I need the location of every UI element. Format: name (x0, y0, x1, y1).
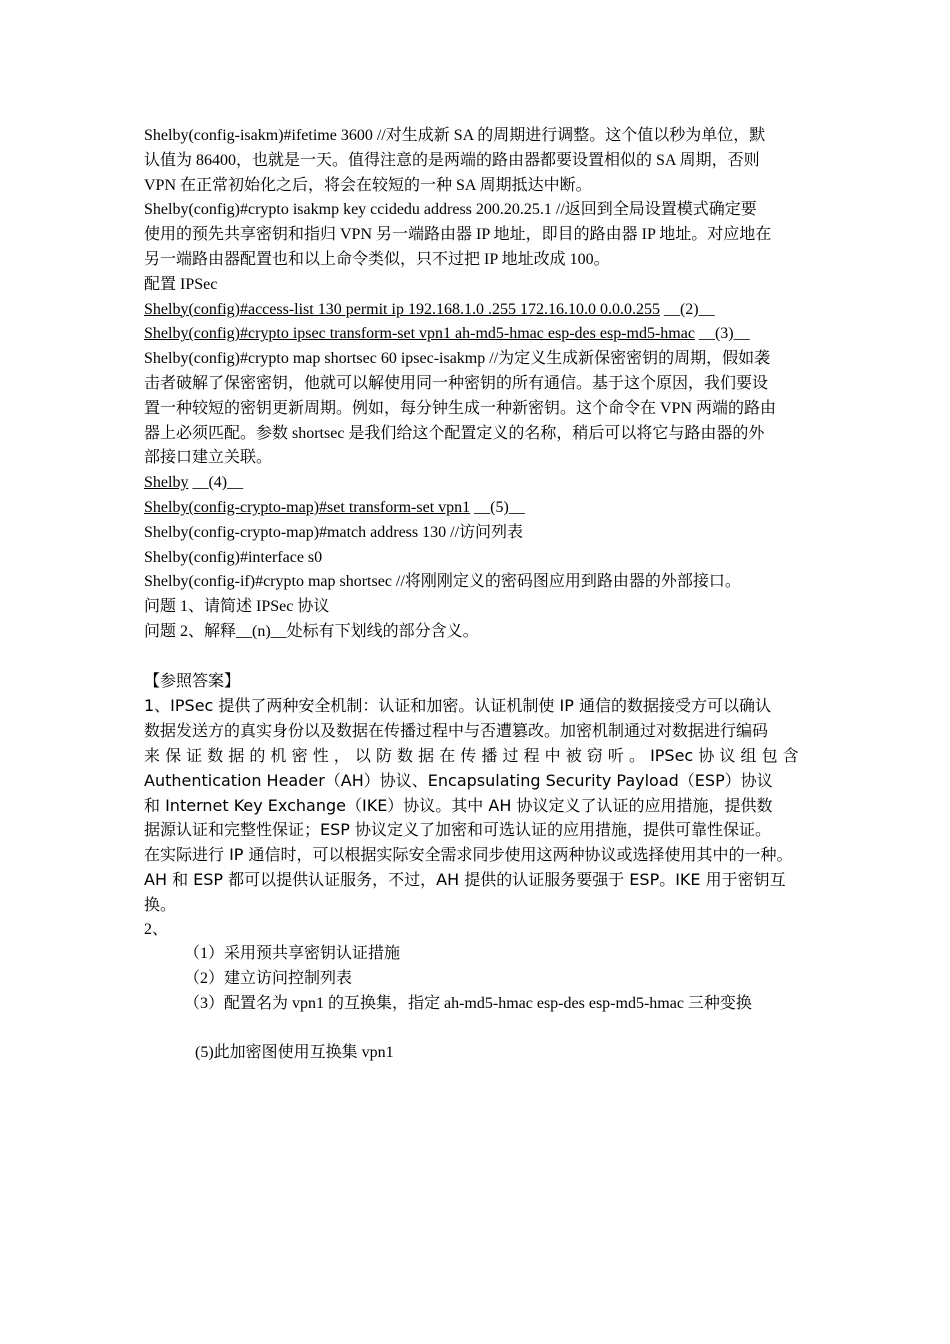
answer-line: 数据发送方的真实身份以及数据在传播过程中与否遭篡改。加密机制通过对数据进行编码 (144, 721, 769, 741)
answer-2-label: 2、 (144, 920, 169, 938)
text-line: 击者破解了保密密钥，他就可以解使用同一种密钥的所有通信。基于这个原因，我们要设 (144, 374, 769, 392)
underlined-command: Shelby(config-crypto-map)#set transform-set vpn1 (144, 498, 471, 516)
command-line-blank-4 (144, 471, 808, 496)
blank-marker: __(5)__ (470, 498, 525, 516)
text-line: Shelby(config-crypto-map)#match address 130 //访问列表 (144, 523, 524, 541)
text-line: 部接口建立关联。 (144, 449, 273, 467)
text-line: Shelby(config-isakm)#ifetime 3600 //对生成新 SA 的周期进行调整。这个值以秒为单位，默 (144, 127, 766, 144)
answer-1 (144, 694, 808, 917)
answer-2-item: （2）建立访问控制列表 (184, 970, 353, 988)
underlined-command: Shelby(config)#access-list 130 permit ip 192.168.1.0 .255 172.16.10.0 0.0.0.255 (144, 300, 660, 318)
question-2: 问题 2、解释__(n)__处标有下划线的部分含义。 (144, 622, 479, 640)
text-line: 另一端路由器配置也和以上命令类似，只不过把 IP 地址改成 100。 (144, 250, 610, 268)
answer-section (144, 670, 808, 1067)
text-line: 置一种较短的密钥更新周期。例如，每分钟生成一种新密钥。这个命令在 VPN 两端的路由 (144, 399, 777, 417)
command-line-blank-3 (144, 322, 808, 347)
text-line: Shelby(config)#crypto map shortsec 60 ipsec-isakmp //为定义生成新保密密钥的周期，假如袭 (144, 350, 771, 368)
spacer (144, 1017, 808, 1042)
answer-2-item-5: (5)此加密图使用互换集 vpn1 (195, 1044, 394, 1062)
text-line: 使用的预先共享密钥和指归 VPN 另一端路由器 IP 地址，即目的路由器 IP 地址。对应地在 (144, 226, 772, 244)
text-line: Shelby(config)#crypto isakmp key ccidedu address 200.20.25.1 //返回到全局设置模式确定要 (144, 201, 757, 219)
answer-line: 来 保 证 数 据 的 机 密 性 ， 以 防 数 据 在 传 播 过 程 中 被 窃 听 。 IPSec 协 议 组 包 含 (144, 745, 799, 765)
config-description (144, 124, 808, 645)
answer-line: Authentication Header（AH）协议、Encapsulating Security Payload（ESP）协议 (144, 770, 773, 790)
answer-line: 据源认证和完整性保证；ESP 协议定义了加密和可选认证的应用措施，提供可靠性保证。 (144, 820, 772, 840)
text-line: 器上必须匹配。参数 shortsec 是我们给这个配置定义的名称，稍后可以将它与路由器的外 (144, 424, 765, 442)
spacer (144, 645, 808, 670)
section-heading-ipsec: 配置 IPSec (144, 275, 218, 293)
answer-line: 在实际进行 IP 通信时，可以根据实际安全需求同步使用这两种协议或选择使用其中的一种。 (144, 845, 793, 865)
answer-line: AH 和 ESP 都可以提供认证服务，不过，AH 提供的认证服务要强于 ESP。IKE 用于密钥互 (144, 869, 786, 889)
answer-2-item: （1）采用预共享密钥认证措施 (184, 945, 401, 963)
answer-line: 和 Internet Key Exchange（IKE）协议。其中 AH 协议定义了认证的应用措施，提供数 (144, 795, 773, 815)
text-line: Shelby(config-if)#crypto map shortsec //将刚刚定义的密码图应用到路由器的外部接口。 (144, 573, 741, 591)
blank-marker: __(2)__ (659, 300, 715, 318)
answer-heading: 【参照答案】 (144, 672, 241, 690)
command-line-blank-5 (144, 496, 808, 521)
underlined-command: Shelby (144, 474, 189, 492)
text-line: Shelby(config)#interface s0 (144, 548, 323, 566)
answer-2-item: （3）配置名为 vpn1 的互换集，指定 ah-md5-hmac esp-des esp-md5-hmac 三种变换 (184, 994, 752, 1012)
text-line: VPN 在正常初始化之后，将会在较短的一种 SA 周期抵达中断。 (144, 176, 592, 194)
text-line: 认值为 86400，也就是一天。值得注意的是两端的路由器都要设置相似的 SA 周期，否则 (144, 151, 760, 169)
question-1: 问题 1、请简述 IPSec 协议 (144, 598, 330, 616)
answer-2 (144, 918, 808, 1067)
blank-marker: __(3)__ (694, 325, 750, 343)
blank-marker: __(4)__ (188, 474, 244, 492)
underlined-command: Shelby(config)#crypto ipsec transform-set vpn1 ah-md5-hmac esp-des esp-md5-hmac (144, 325, 695, 343)
answer-line: 1、IPSec 提供了两种安全机制：认证和加密。认证机制使 IP 通信的数据接受方可以确认 (144, 696, 771, 716)
document-page (144, 124, 808, 1066)
command-line-blank-2 (144, 298, 808, 323)
answer-line: 换。 (144, 894, 177, 914)
